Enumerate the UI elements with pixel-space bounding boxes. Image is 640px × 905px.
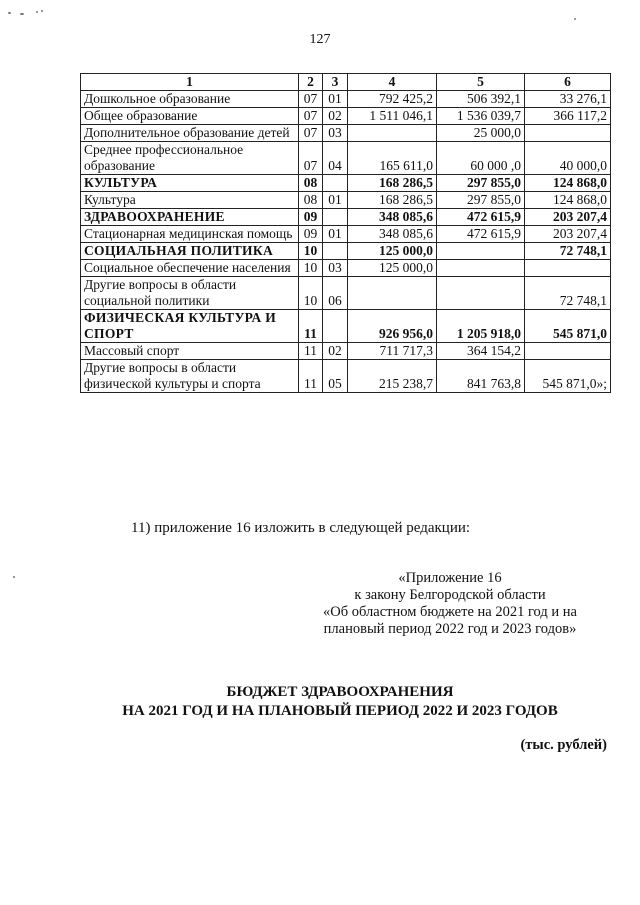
scan-speck [41,10,43,12]
row-value-2021: 165 611,0 [348,142,437,175]
table-row [81,142,611,175]
row-value-2021: 168 286,5 [348,192,437,209]
row-section-code: 11 [299,360,323,393]
header-col-3: 3 [323,74,348,91]
table-row [81,226,611,243]
header-col-4: 4 [348,74,437,91]
row-name-cell: СОЦИАЛЬНАЯ ПОЛИТИКА [81,243,299,260]
appendix-reference [300,570,600,638]
table-row [81,343,611,360]
row-value-2023: 72 748,1 [525,277,611,310]
row-value-2023 [525,343,611,360]
row-section-code: 10 [299,243,323,260]
table-row [81,192,611,209]
table-row [81,175,611,192]
row-name-cell: ФИЗИЧЕСКАЯ КУЛЬТУРА И СПОРТ [81,310,299,343]
row-value-2023: 40 000,0 [525,142,611,175]
row-value-2022: 297 855,0 [437,192,525,209]
scan-speck [8,12,11,14]
row-name-cell: ЗДРАВООХРАНЕНИЕ [81,209,299,226]
scan-speck [574,18,576,20]
page-number: 127 [309,32,331,47]
row-value-2022: 25 000,0 [437,125,525,142]
row-section-code: 08 [299,192,323,209]
row-value-2023: 545 871,0»; [525,360,611,393]
row-subsection-code: 02 [323,343,348,360]
row-value-2023: 124 868,0 [525,175,611,192]
scan-speck [13,576,15,578]
budget-table [80,73,611,393]
row-subsection-code [323,175,348,192]
appendix-line: плановый период 2022 год и 2023 годов» [323,621,577,637]
row-name-cell: Социальное обеспечение населения [81,260,299,277]
row-value-2022: 1 536 039,7 [437,108,525,125]
row-value-2023: 366 117,2 [525,108,611,125]
row-section-code: 08 [299,175,323,192]
table-row [81,277,611,310]
table-row [81,310,611,343]
row-value-2021: 125 000,0 [348,243,437,260]
row-section-code: 07 [299,108,323,125]
title-line: БЮДЖЕТ ЗДРАВООХРАНЕНИЯ [226,684,454,700]
row-subsection-code: 01 [323,226,348,243]
row-name-cell: КУЛЬТУРА [81,175,299,192]
row-value-2023: 124 868,0 [525,192,611,209]
header-col-5: 5 [437,74,525,91]
appendix-line: к закону Белгородской области [354,587,546,603]
table-row [81,243,611,260]
row-section-code: 11 [299,343,323,360]
table-row [81,209,611,226]
row-name-cell: Стационарная медицинская помощь [81,226,299,243]
header-col-2: 2 [299,74,323,91]
row-value-2022 [437,277,525,310]
row-section-code: 09 [299,226,323,243]
row-value-2022: 841 763,8 [437,360,525,393]
row-subsection-code: 03 [323,260,348,277]
table-row [81,108,611,125]
row-value-2023 [525,260,611,277]
row-value-2023 [525,125,611,142]
row-name-cell: Другие вопросы в области социальной политики [81,277,299,310]
row-value-2021 [348,125,437,142]
row-section-code: 10 [299,277,323,310]
row-subsection-code: 06 [323,277,348,310]
table-row [81,125,611,142]
table-row [81,91,611,108]
row-subsection-code [323,310,348,343]
document-title [0,683,640,721]
row-value-2022: 472 615,9 [437,209,525,226]
row-value-2022: 1 205 918,0 [437,310,525,343]
row-value-2023: 203 207,4 [525,226,611,243]
row-value-2021: 711 717,3 [348,343,437,360]
row-value-2022: 472 615,9 [437,226,525,243]
row-value-2021: 125 000,0 [348,260,437,277]
row-name-cell: Культура [81,192,299,209]
row-value-2021: 215 238,7 [348,360,437,393]
scan-speck [36,11,38,13]
row-subsection-code: 01 [323,91,348,108]
row-value-2021: 792 425,2 [348,91,437,108]
table-header-row [81,74,611,91]
row-name-cell: Общее образование [81,108,299,125]
row-value-2021 [348,277,437,310]
row-subsection-code: 01 [323,192,348,209]
row-value-2023: 545 871,0 [525,310,611,343]
row-section-code: 09 [299,209,323,226]
row-subsection-code [323,243,348,260]
row-section-code: 11 [299,310,323,343]
units-label: (тыс. рублей) [520,737,607,753]
row-subsection-code [323,209,348,226]
row-value-2023: 33 276,1 [525,91,611,108]
row-name-cell: Другие вопросы в области физической культуры и спорта [81,360,299,393]
row-value-2023: 203 207,4 [525,209,611,226]
row-section-code: 10 [299,260,323,277]
title-line: НА 2021 ГОД И НА ПЛАНОВЫЙ ПЕРИОД 2022 И 2023 ГОДОВ [122,703,558,719]
row-value-2023: 72 748,1 [525,243,611,260]
table-row [81,260,611,277]
appendix-line: «Об областном бюджете на 2021 год и на [323,604,577,620]
row-value-2021: 348 085,6 [348,226,437,243]
appendix-line: «Приложение 16 [398,570,502,586]
row-subsection-code: 04 [323,142,348,175]
row-subsection-code: 02 [323,108,348,125]
row-value-2022: 60 000 ,0 [437,142,525,175]
row-value-2022 [437,260,525,277]
row-value-2022: 506 392,1 [437,91,525,108]
row-value-2021: 168 286,5 [348,175,437,192]
header-col-1: 1 [81,74,299,91]
table-row [81,360,611,393]
row-subsection-code: 03 [323,125,348,142]
row-name-cell: Массовый спорт [81,343,299,360]
row-value-2021: 348 085,6 [348,209,437,226]
row-value-2022: 297 855,0 [437,175,525,192]
row-subsection-code: 05 [323,360,348,393]
row-value-2021: 1 511 046,1 [348,108,437,125]
header-col-6: 6 [525,74,611,91]
scan-speck [20,13,24,15]
row-name-cell: Дошкольное образование [81,91,299,108]
row-value-2022: 364 154,2 [437,343,525,360]
row-name-cell: Дополнительное образование детей [81,125,299,142]
row-section-code: 07 [299,125,323,142]
row-section-code: 07 [299,142,323,175]
row-section-code: 07 [299,91,323,108]
row-value-2021: 926 956,0 [348,310,437,343]
instruction-text: 11) приложение 16 изложить в следующей редакции: [131,520,471,536]
row-value-2022 [437,243,525,260]
row-name-cell: Среднее профессиональное образование [81,142,299,175]
